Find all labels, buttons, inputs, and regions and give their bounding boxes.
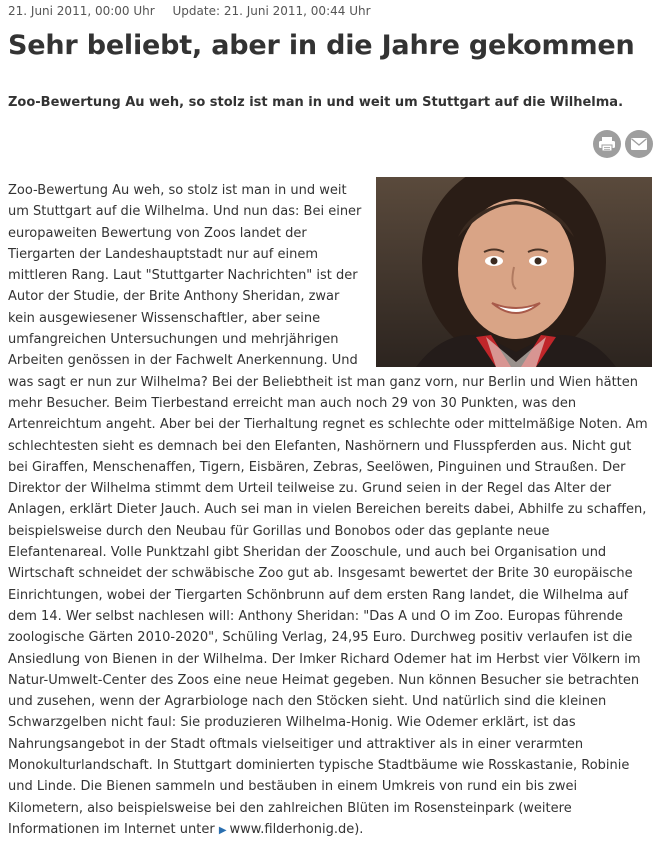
article-tail: ). xyxy=(354,821,364,837)
link-arrow-icon: ▶ xyxy=(218,824,227,836)
article-body xyxy=(8,180,648,841)
article-meta xyxy=(8,4,371,18)
publish-date: 21. Juni 2011, 00:00 Uhr xyxy=(8,4,155,18)
article-paragraph: Zoo-Bewertung Au weh, so stolz ist man in und weit um Stuttgart auf die Wilhelma. Und nun das: Bei einer europaweiten Bewertung von Zoos landet der Tiergarten der Landeshauptstadt nur auf einem mittleren Rang. Laut "Stuttgarter Nachrichten" ist der Autor der Studie, der Brite Anthony Sheridan, zwar kein ausgewiesener Wissenschaftler, aber seine umfangreichen Untersuchungen und mehrjährigen Arbeiten genössen in der Fachwelt Anerkennung. Und was sagt er nun zur Wilhelma? Bei der Beliebtheit ist man ganz vorn, nur Berlin und Wien hätten mehr Besucher. Beim Tierbestand erreicht man auch noch 29 von 30 Punkten, was den Artenreichtum angeht. Aber bei der Tierhaltung regnet es schlechte oder mittelmäßige Noten. Am schlechtesten sieht es demnach bei den Elefanten, Nashörnern und Flusspferden aus. Nicht gut bei Giraffen, Menschenaffen, Tigern, Eisbären, Zebras, Seelöwen, Pinguinen und Straußen. Der Direktor der Wilhelma stimmt dem Urteil teilweise zu. Grund seien in der Regel das Alter der Anlagen, erklärt Dieter Jauch. Auch sei man in vielen Bereichen bereits dabei, Abhilfe zu schaffen, beispielsweise durch den Neubau für Gorillas und Bonobos oder das geplante neue Elefantenareal. Volle Punktzahl gibt Sheridan der Zooschule, und auch bei Organisation und Wirtschaft schneidet der schwäbische Zoo gut ab. Insgesamt bewertet der Brite 30 europäische Einrichtungen, wobei der Tiergarten Schönbrunn auf dem ersten Rang landet, die Wilhelma auf dem 14. Wer selbst nachlesen will: Anthony Sheridan: "Das A und O im Zoo. Europas führende zoologische Gärten 2010-2020", Schüling Verlag, 24,95 Euro. Durchweg positiv verlaufen ist die Ansiedlung von Bienen in der Wilhelma. Der Imker Richard Odemer hat im Herbst vier Völkern im Natur-Umwelt-Center des Zoos eine neue Heimat gegeben. Nun können Besucher sie betrachten und zusehen, wenn der Agrarbiologe nach den Stöcken sieht. Und natürlich sind die kleinen Schwarzgelben nicht faul: Sie produzieren Wilhelma-Honig. Wie Odemer erklärt, ist das Nahrungsangebot in der Stadt oftmals vielseitiger und attraktiver als in einer verarmten Monokulturlandschaft. In Stuttgart dominierten typische Stadtbäume wie Rosskastanie, Robinie und Linde. Die Bienen sammeln und bestäuben in einem Umkreis von rund ein bis zwei Kilometern, also beispielsweise bei den zahlreichen Blüten im Rosensteinpark (weitere Informationen im Internet unter xyxy=(8,183,648,837)
update-date: Update: 21. Juni 2011, 00:44 Uhr xyxy=(172,4,371,18)
link-label: www.filderhonig.de xyxy=(229,821,355,837)
article-headline: Sehr beliebt, aber in die Jahre gekommen xyxy=(8,30,635,61)
article-teaser: Zoo-Bewertung Au weh, so stolz ist man in und weit um Stuttgart auf die Wilhelma. xyxy=(8,95,624,110)
print-icon xyxy=(598,136,616,152)
print-button[interactable] xyxy=(593,130,621,158)
share-toolbar xyxy=(593,130,653,158)
mail-button[interactable] xyxy=(625,130,653,158)
author-photo xyxy=(376,177,652,367)
filderhonig-link[interactable] xyxy=(219,822,354,837)
portrait-illustration xyxy=(376,177,652,367)
mail-icon xyxy=(630,137,648,151)
